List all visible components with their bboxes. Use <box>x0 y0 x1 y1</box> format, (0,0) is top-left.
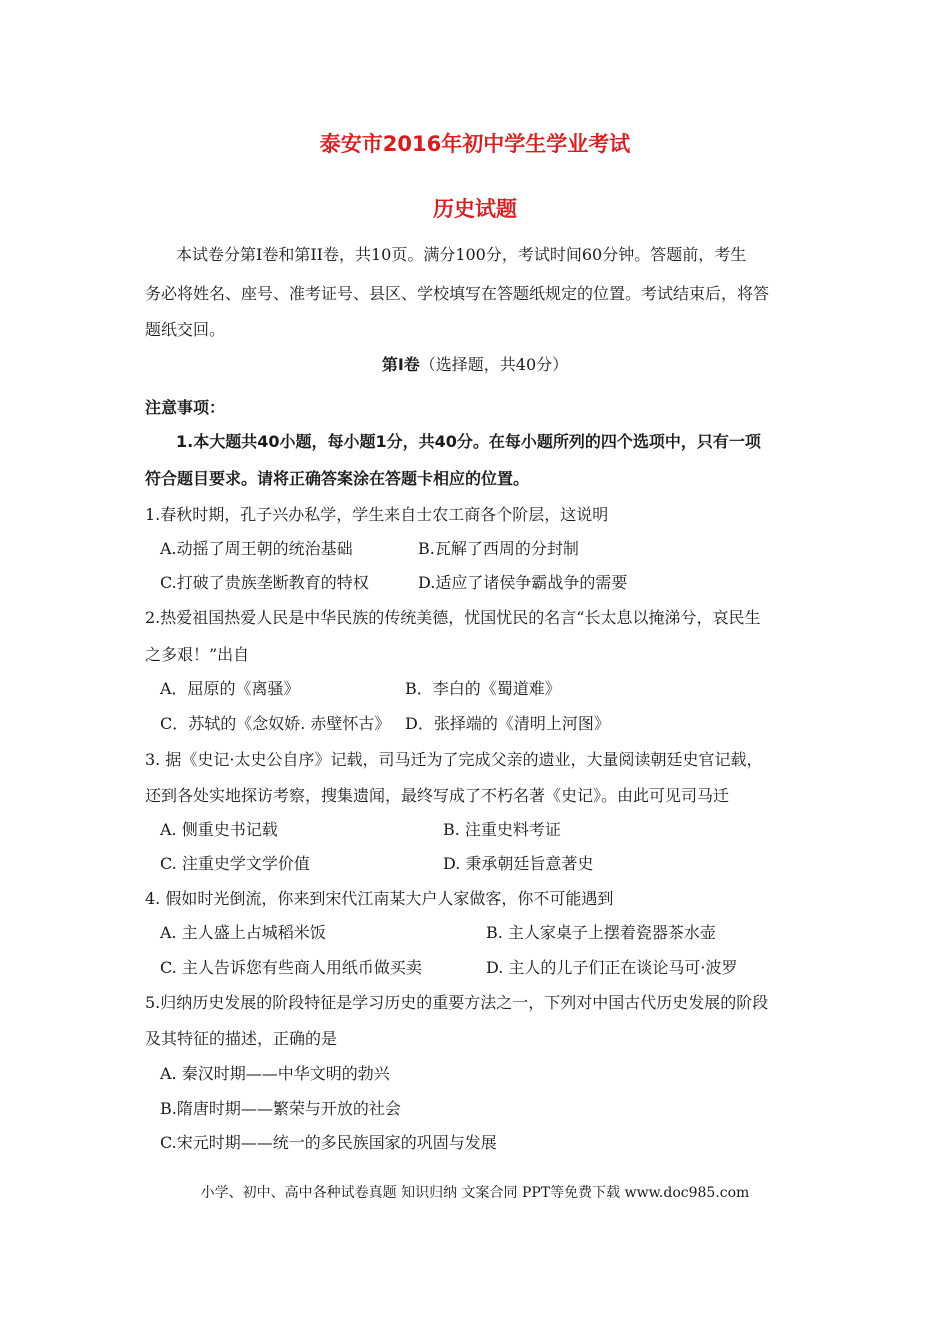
question-stem: 5.归纳历史发展的阶段特征是学习历史的重要方法之一，下列对中国古代历史发展的阶段 <box>145 993 769 1012</box>
question-option: B.隋唐时期——繁荣与开放的社会 <box>160 1099 401 1118</box>
question-option: D. 秉承朝廷旨意著史 <box>443 854 594 873</box>
notice-line: 1.本大题共40小题，每小题1分，共40分。在每小题所列的四个选项中，只有一项 <box>176 432 761 451</box>
question-stem: 2.热爱祖国热爱人民是中华民族的传统美德，忧国忧民的名言“长太息以掩涕兮，哀民生 <box>145 608 761 627</box>
notice-line: 符合题目要求。请将正确答案涂在答题卡相应的位置。 <box>145 469 530 488</box>
question-option: C. 主人告诉您有些商人用纸币做买卖 <box>160 958 422 977</box>
section-heading-rest: （选择题，共40分） <box>419 355 569 374</box>
question-option: D. 主人的儿子们正在谈论马可·波罗 <box>486 958 738 977</box>
question-stem: 还到各处实地探访考察，搜集遗闻，最终写成了不朽名著《史记》。由此可见司马迁 <box>145 786 730 805</box>
intro-line: 题纸交回。 <box>145 320 226 339</box>
question-option: B.瓦解了西周的分封制 <box>418 539 579 558</box>
page-footer: 小学、初中、高中各种试卷真题 知识归纳 文案合同 PPT等免费下载 www.doc985.com <box>200 1185 750 1201</box>
section-heading <box>0 355 950 375</box>
question-stem: 及其特征的描述，正确的是 <box>145 1029 338 1048</box>
notice-label: 注意事项： <box>145 398 226 417</box>
question-option: A.动摇了周王朝的统治基础 <box>160 539 353 558</box>
question-option: D.适应了诸侯争霸战争的需要 <box>418 573 628 592</box>
question-option: A. 秦汉时期——中华文明的勃兴 <box>160 1064 390 1083</box>
question-stem: 之多艰！”出自 <box>145 645 250 664</box>
question-stem: 3. 据《史记·太史公自序》记载，司马迁为了完成父亲的遗业，大量阅读朝廷史官记载， <box>145 750 763 769</box>
question-stem: 4. 假如时光倒流，你来到宋代江南某大户人家做客，你不可能遇到 <box>145 889 614 908</box>
question-option: D．张择端的《清明上河图》 <box>405 714 610 733</box>
exam-title: 泰安市2016年初中学生学业考试 <box>319 132 631 156</box>
question-option: C. 注重史学文学价值 <box>160 854 310 873</box>
question-option: A. 侧重史书记载 <box>160 820 278 839</box>
question-option: C.宋元时期——统一的多民族国家的巩固与发展 <box>160 1133 497 1152</box>
question-option: A．屈原的《离骚》 <box>160 679 300 698</box>
question-option: B. 注重史料考证 <box>443 820 561 839</box>
question-option: C．苏轼的《念奴娇. 赤壁怀古》 <box>160 714 391 733</box>
section-heading-bold: 第I卷 <box>381 355 420 374</box>
question-option: B. 主人家桌子上摆着瓷器茶水壶 <box>486 923 716 942</box>
exam-subtitle: 历史试题 <box>433 197 517 221</box>
intro-line: 本试卷分第I卷和第II卷，共10页。满分100分，考试时间60分钟。答题前，考生 <box>176 245 747 264</box>
question-option: A. 主人盛上占城稻米饭 <box>160 923 326 942</box>
intro-line: 务必将姓名、座号、准考证号、县区、学校填写在答题纸规定的位置。考试结束后，将答 <box>145 284 770 303</box>
question-option: B．李白的《蜀道难》 <box>405 679 561 698</box>
question-option: C.打破了贵族垄断教育的特权 <box>160 573 369 592</box>
question-stem: 1.春秋时期，孔子兴办私学，学生来自士农工商各个阶层，这说明 <box>145 505 609 524</box>
